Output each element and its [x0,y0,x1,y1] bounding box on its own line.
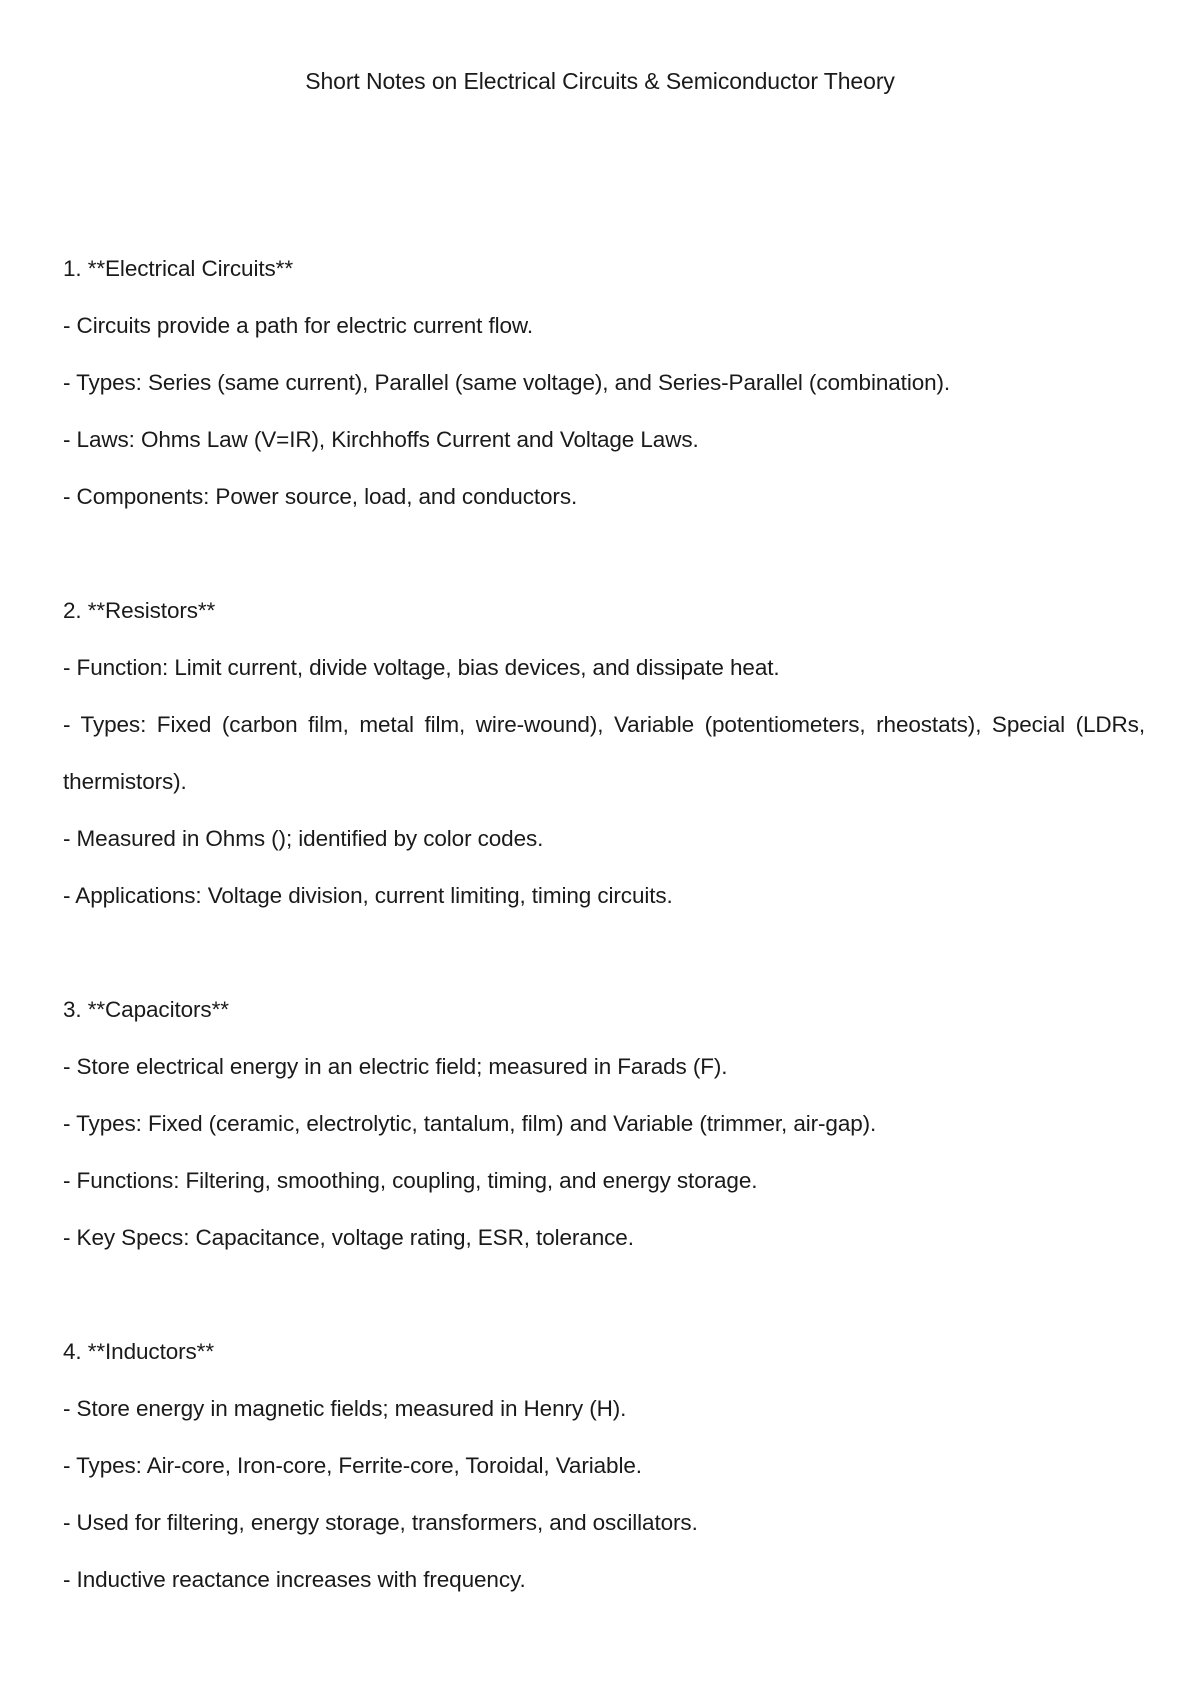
bullet-item: - Types: Air-core, Iron-core, Ferrite-core, Toroidal, Variable. [63,1453,642,1478]
bullet-item: - Used for filtering, energy storage, transformers, and oscillators. [63,1510,698,1535]
bullet-item: - Applications: Voltage division, current limiting, timing circuits. [63,883,673,908]
document-body [63,240,1145,1608]
section-inductors [63,1323,1145,1608]
section-heading: 3. **Capacitors** [63,997,229,1022]
bullet-item: - Functions: Filtering, smoothing, coupling, timing, and energy storage. [63,1168,758,1193]
bullet-item: - Types: Fixed (carbon film, metal film, wire-wound), Variable (potentiometers, rheostats), Special (LDRs, thermistors). [63,712,1145,794]
section-heading: 4. **Inductors** [63,1339,214,1364]
bullet-item: - Measured in Ohms (); identified by color codes. [63,826,544,851]
document-title: Short Notes on Electrical Circuits & Semiconductor Theory [305,68,895,94]
bullet-item: - Inductive reactance increases with frequency. [63,1567,526,1592]
section-heading: 2. **Resistors** [63,598,216,623]
section-heading: 1. **Electrical Circuits** [63,256,293,281]
bullet-item: - Circuits provide a path for electric current flow. [63,313,533,338]
bullet-item: - Function: Limit current, divide voltage, bias devices, and dissipate heat. [63,655,780,680]
bullet-item: - Laws: Ohms Law (V=IR), Kirchhoffs Current and Voltage Laws. [63,427,699,452]
bullet-item: - Types: Series (same current), Parallel (same voltage), and Series-Parallel (combination). [63,370,951,395]
section-resistors [63,582,1145,924]
section-electrical-circuits [63,240,1145,525]
bullet-item: - Store energy in magnetic fields; measured in Henry (H). [63,1396,627,1421]
bullet-item: - Types: Fixed (ceramic, electrolytic, tantalum, film) and Variable (trimmer, air-gap). [63,1111,877,1136]
bullet-item: - Key Specs: Capacitance, voltage rating, ESR, tolerance. [63,1225,634,1250]
section-capacitors [63,981,1145,1266]
bullet-item: - Store electrical energy in an electric field; measured in Farads (F). [63,1054,728,1079]
bullet-item: - Components: Power source, load, and conductors. [63,484,578,509]
